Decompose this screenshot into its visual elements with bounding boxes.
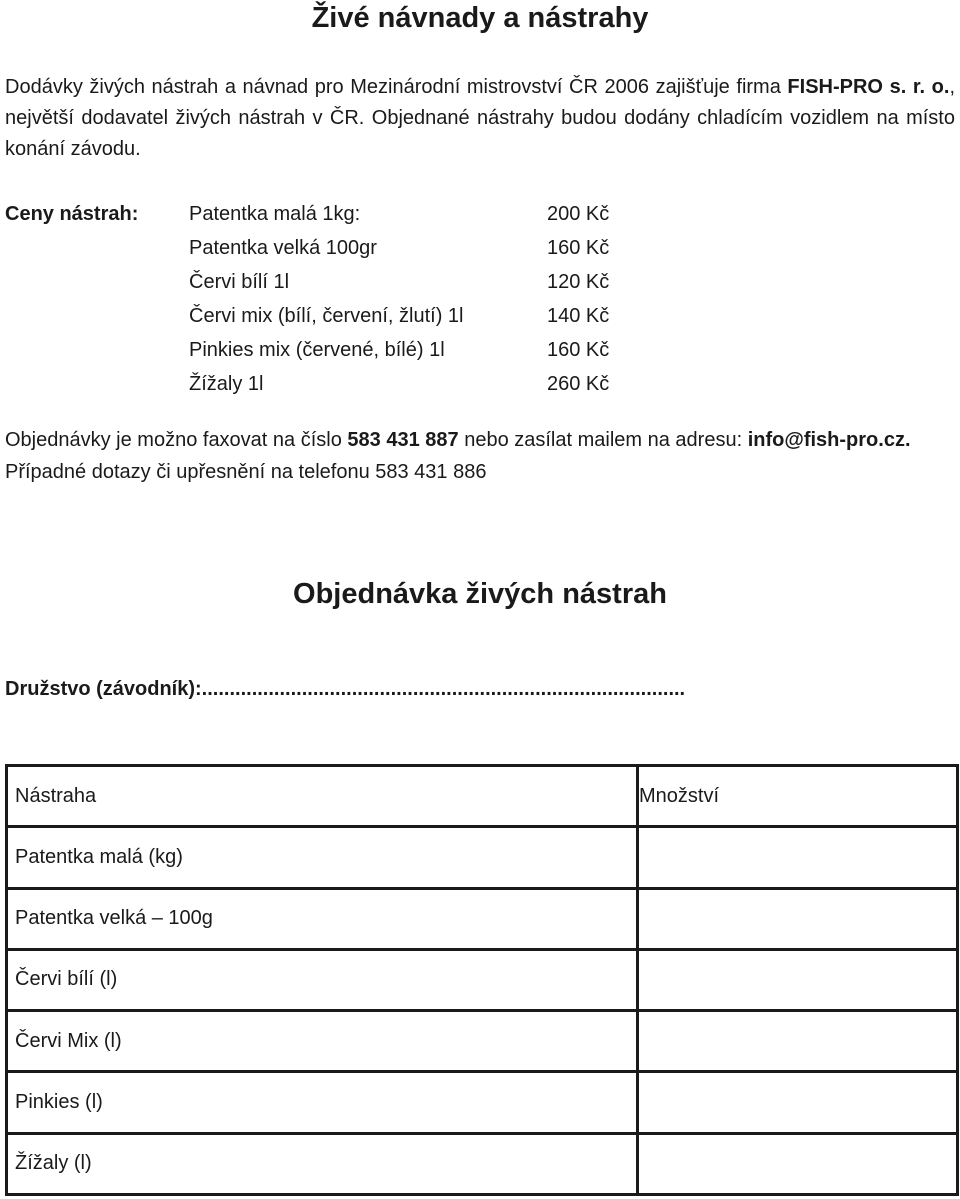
quantity-cell[interactable] [638, 827, 958, 888]
prices-label: Ceny nástrah: [5, 203, 139, 225]
bait-cell: Pinkies (l) [7, 1072, 638, 1133]
table-row [7, 1072, 958, 1133]
email-address: info@fish-pro.cz. [747, 429, 911, 451]
order-table [5, 764, 959, 1196]
page-title: Živé návnady a nástrahy [311, 2, 649, 34]
price-row [189, 300, 629, 334]
bait-cell: Patentka malá (kg) [7, 827, 638, 888]
quantity-cell[interactable] [638, 1011, 958, 1072]
price-row [189, 266, 629, 300]
price-row [189, 232, 629, 266]
quantity-cell[interactable] [638, 888, 958, 949]
bait-name: Patentka malá 1kg: [189, 203, 361, 225]
bait-name: Patentka velká 100gr [189, 237, 377, 259]
table-header-row [7, 766, 958, 827]
price-row [189, 198, 629, 232]
bait-price: 120 Kč [547, 271, 610, 293]
bait-price: 260 Kč [547, 373, 610, 395]
order-form-title: Objednávka živých nástrah [293, 578, 667, 610]
price-row [189, 368, 629, 402]
bait-cell: Červi bílí (l) [7, 949, 638, 1010]
table-row [7, 1011, 958, 1072]
header-quantity-label: Množství [639, 784, 720, 807]
orders-text-start: Objednávky je možno faxovat na číslo [5, 429, 348, 451]
intro-paragraph [5, 72, 955, 165]
quantity-cell[interactable] [638, 1072, 958, 1133]
bait-name: Pinkies mix (červené, bílé) 1l [189, 339, 445, 361]
orders-text-end: Případné dotazy či upřesnění na telefonu 583 431 886 [5, 461, 487, 483]
bait-cell: Patentka velká – 100g [7, 888, 638, 949]
ordering-info [5, 424, 955, 488]
price-list [189, 198, 629, 402]
bait-cell: Žížaly (l) [7, 1133, 638, 1194]
bait-price: 160 Kč [547, 237, 610, 259]
bait-price: 140 Kč [547, 305, 610, 327]
table-row [7, 888, 958, 949]
header-quantity [638, 766, 958, 827]
bait-name: Žížaly 1l [189, 373, 264, 395]
table-row [7, 1133, 958, 1194]
company-name: FISH-PRO s. r. o. [787, 76, 950, 98]
bait-name: Červi bílí 1l [189, 271, 290, 293]
team-name-field[interactable]: Družstvo (závodník):....................................................................................... [5, 678, 686, 700]
bait-price: 160 Kč [547, 339, 610, 361]
bait-cell: Červi Mix (l) [7, 1011, 638, 1072]
quantity-cell[interactable] [638, 949, 958, 1010]
intro-text-start: Dodávky živých nástrah a návnad pro Mezinárodní mistrovství ČR 2006 zajišťuje firma [5, 76, 788, 98]
table-row [7, 949, 958, 1010]
quantity-cell[interactable] [638, 1133, 958, 1194]
price-row [189, 334, 629, 368]
bait-name: Červi mix (bílí, červení, žlutí) 1l [189, 305, 464, 327]
bait-price: 200 Kč [547, 203, 610, 225]
fax-number: 583 431 887 [347, 429, 459, 451]
orders-text-mid: nebo zasílat mailem na adresu: [458, 429, 748, 451]
table-row [7, 827, 958, 888]
intro-text-end: , největší dodavatel živých nástrah v ČR. Objednané nástrahy budou dodány chladícím vozidlem na místo konání závodu. [5, 76, 955, 160]
header-bait: Nástraha [7, 766, 638, 827]
